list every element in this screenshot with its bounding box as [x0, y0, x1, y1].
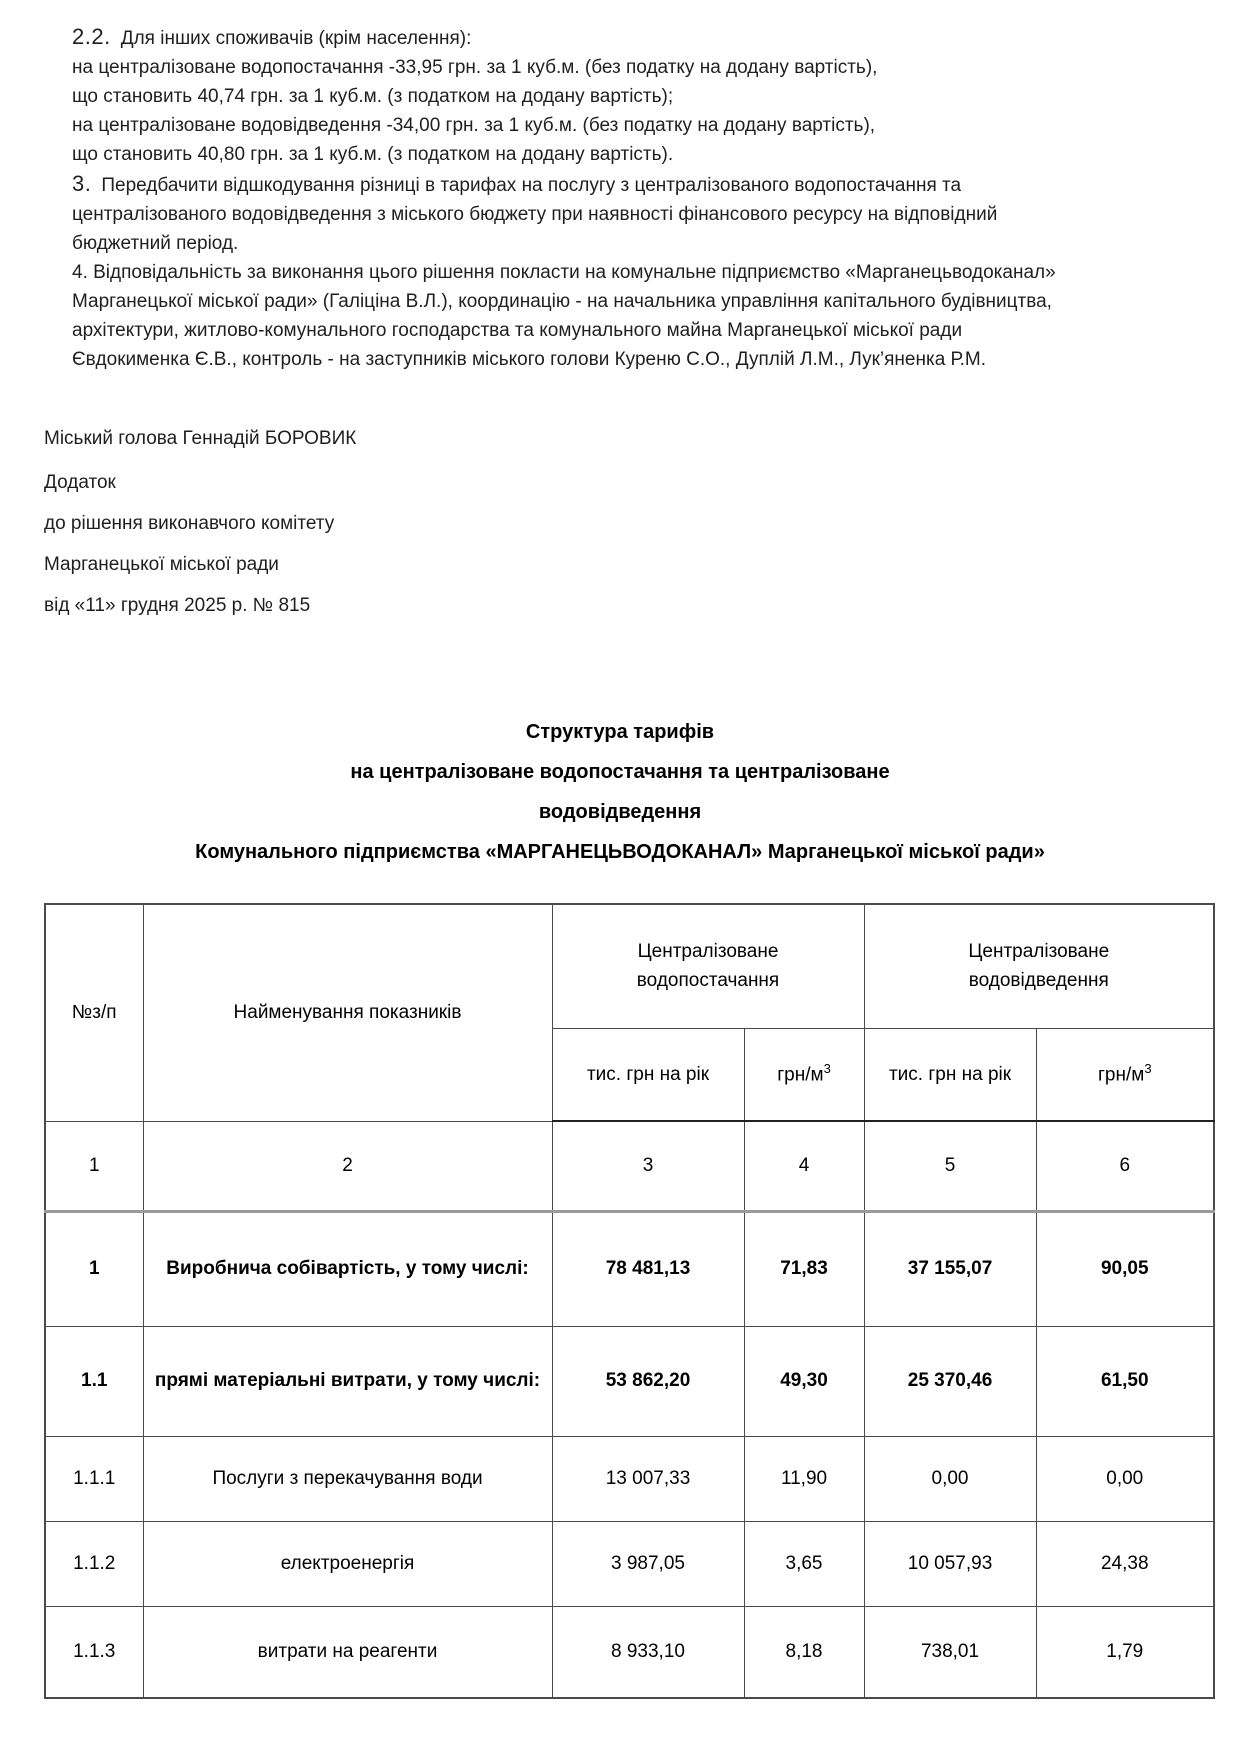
subheader-unit: грн/$м^3$ [744, 1028, 864, 1121]
value-supply-year: 8 933,10 [552, 1606, 744, 1698]
paragraph-3 [72, 169, 1240, 258]
title-line: водовідведення [538, 801, 702, 823]
appendix-block [44, 468, 1240, 620]
title-line: на централізоване водопостачання та централізоване [350, 761, 890, 783]
header-cell-water-supply [552, 904, 864, 1028]
value-waste-unit: 24,38 [1036, 1521, 1214, 1606]
appendix-line: від «11» грудня 2025 р. № 815 [44, 595, 311, 616]
header-cell-wastewater [864, 904, 1214, 1028]
value-waste-unit: 61,50 [1036, 1326, 1214, 1436]
value-waste-year: 25 370,46 [864, 1326, 1036, 1436]
tariff-table [44, 903, 1215, 1699]
body-line: архітектури, житлово-комунального господарства та комунального майна Марганецької міської ради [72, 320, 963, 341]
value-supply-unit: 71,83 [744, 1211, 864, 1326]
column-index-row [45, 1121, 1214, 1211]
table-row [45, 1326, 1214, 1436]
mayor-signature: Міський голова Геннадій БОРОВИК [44, 428, 357, 449]
row-name: Виробнича собівартість, у тому числі: [143, 1211, 552, 1326]
subheader-amount: тис. грн на рік [864, 1028, 1036, 1121]
paragraph-2-2 [72, 22, 1240, 169]
value-waste-year: 10 057,93 [864, 1521, 1036, 1606]
value-waste-year: 0,00 [864, 1436, 1036, 1521]
index-cell: 5 [864, 1121, 1036, 1211]
subheader-unit: грн/$м^3$ [1036, 1028, 1214, 1121]
header-line: Централізоване [637, 940, 779, 962]
row-num: 1.1 [45, 1326, 143, 1436]
body-line: Євдокименка Є.В., контроль - на заступників міського голови Куреню С.О., Дуплій Л.М., Лук’яненка Р.М. [72, 349, 987, 370]
body-line [72, 22, 1240, 53]
index-cell: 6 [1036, 1121, 1214, 1211]
value-supply-year: 13 007,33 [552, 1436, 744, 1521]
body-line: на централізоване водовідведення -34,00 грн. за 1 куб.м. (без податку на додану вартість), [72, 115, 876, 136]
body-line: 4. Відповідальність за виконання цього рішення покласти на комунальне підприємство «Марганецьводоканал» [72, 262, 1056, 283]
table-row [45, 1606, 1214, 1698]
value-waste-unit: 0,00 [1036, 1436, 1214, 1521]
header-cell-num: №з/п [45, 904, 143, 1121]
body-line: на централізоване водопостачання -33,95 грн. за 1 куб.м. (без податку на додану вартість), [72, 57, 878, 78]
value-supply-unit: 11,90 [744, 1436, 864, 1521]
value-supply-year: 53 862,20 [552, 1326, 744, 1436]
value-supply-year: 3 987,05 [552, 1521, 744, 1606]
index-cell: 3 [552, 1121, 744, 1211]
row-name: електроенергія [143, 1521, 552, 1606]
index-cell: 1 [45, 1121, 143, 1211]
header-line: водовідведення [968, 970, 1109, 992]
value-supply-unit: 49,30 [744, 1326, 864, 1436]
value-waste-unit: 1,79 [1036, 1606, 1214, 1698]
value-waste-year: 738,01 [864, 1606, 1036, 1698]
appendix-line: Марганецької міської ради [44, 554, 279, 575]
row-name: Послуги з перекачування води [143, 1436, 552, 1521]
header-line: Централізоване [968, 940, 1110, 962]
body-line: що становить 40,74 грн. за 1 куб.м. (з податком на додану вартість); [72, 86, 674, 107]
paragraph-4 [72, 258, 1240, 374]
table-header-row [45, 904, 1214, 1028]
subheader-amount: тис. грн на рік [552, 1028, 744, 1121]
row-name: прямі матеріальні витрати, у тому числі: [143, 1326, 552, 1436]
appendix-line: Додаток [44, 472, 116, 493]
index-cell: 2 [143, 1121, 552, 1211]
body-line: бюджетний період. [72, 233, 239, 254]
body-line: Марганецької міської ради» (Галіціна В.Л.), координацію - на начальника управління капітального будівництва, [72, 291, 1052, 312]
value-supply-unit: 8,18 [744, 1606, 864, 1698]
appendix-line: до рішення виконавчого комітету [44, 513, 335, 534]
title-line: Структура тарифів [525, 721, 715, 743]
paragraph-marker: 2.2. [72, 24, 111, 49]
row-name: витрати на реагенти [143, 1606, 552, 1698]
index-cell: 4 [744, 1121, 864, 1211]
row-num: 1.1.1 [45, 1436, 143, 1521]
row-num: 1 [45, 1211, 143, 1326]
body-line: централізованого водовідведення з міського бюджету при наявності фінансового ресурсу на відповідний [72, 204, 998, 225]
table-row [45, 1521, 1214, 1606]
header-cell-name: Найменування показників [143, 904, 552, 1121]
header-line: водопостачання [636, 970, 780, 992]
title-line: Комунального підприємства «МАРГАНЕЦЬВОДОКАНАЛ» Марганецької міської ради» [195, 841, 1045, 863]
row-num: 1.1.2 [45, 1521, 143, 1606]
body-line: що становить 40,80 грн. за 1 куб.м. (з податком на додану вартість). [72, 144, 674, 165]
paragraph-text: Передбачити відшкодування різниці в тарифах на послугу з централізованого водопостачання та [101, 175, 962, 196]
value-waste-year: 37 155,07 [864, 1211, 1036, 1326]
paragraph-marker: 3. [72, 171, 92, 196]
paragraph-text: Для інших споживачів (крім населення): [120, 28, 472, 49]
value-supply-year: 78 481,13 [552, 1211, 744, 1326]
table-title-block [0, 718, 1240, 867]
value-waste-unit: 90,05 [1036, 1211, 1214, 1326]
table-row [45, 1211, 1214, 1326]
value-supply-unit: 3,65 [744, 1521, 864, 1606]
table-row [45, 1436, 1214, 1521]
row-num: 1.1.3 [45, 1606, 143, 1698]
body-line [72, 169, 1240, 200]
